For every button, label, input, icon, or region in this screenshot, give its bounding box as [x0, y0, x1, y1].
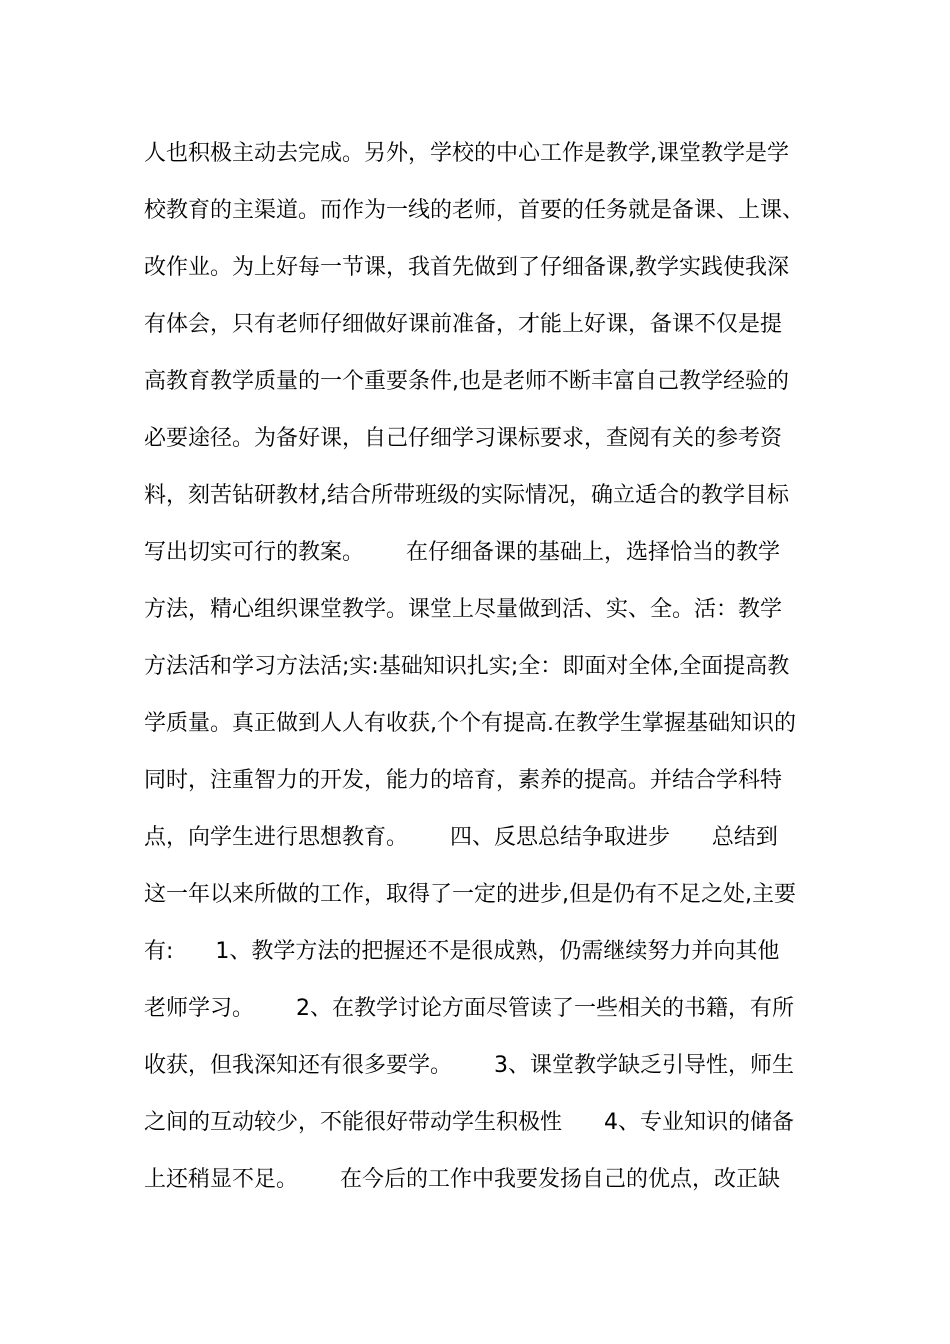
- text-line: 必要途径。为备好课，自己仔细学习课标要求，查阅有关的参考资: [144, 426, 783, 451]
- body-text: [144, 125, 814, 1208]
- text-line: 同时，注重智力的开发，能力的培育，素养的提高。并结合学科特: [144, 768, 783, 793]
- text-line: 老师学习。 2、在教学讨论方面尽管读了一些相关的书籍，有所: [144, 996, 794, 1021]
- text-line: 改作业。为上好每一节课，我首先做到了仔细备课,教学实践使我深: [144, 255, 789, 280]
- text-line: 方法，精心组织课堂教学。课堂上尽量做到活、实、全。活：教学: [144, 597, 783, 622]
- text-line: 校教育的主渠道。而作为一线的老师，首要的任务就是备课、上课、: [144, 198, 805, 223]
- text-line: 之间的互动较少，不能很好带动学生积极性 4、专业知识的储备: [144, 1110, 794, 1135]
- text-line: 点，向学生进行思想教育。 四、反思总结争取进步 总结到: [144, 825, 778, 850]
- text-line: 这一年以来所做的工作，取得了一定的进步,但是仍有不足之处,主要: [144, 882, 796, 907]
- text-line: 上还稍显不足。 在今后的工作中我要发扬自己的优点，改正缺: [144, 1167, 780, 1192]
- text-line: 写出切实可行的教案。 在仔细备课的基础上，选择恰当的教学: [144, 540, 780, 565]
- text-line: 人也积极主动去完成。另外，学校的中心工作是教学,课堂教学是学: [144, 141, 789, 166]
- text-line: 有: 1、教学方法的把握还不是很成熟，仍需继续努力并向其他: [144, 939, 780, 964]
- text-line: 方法活和学习方法活;实:基础知识扎实;全：即面对全体,全面提高教: [144, 654, 790, 679]
- text-line: 料，刻苦钻研教材,结合所带班级的实际情况，确立适合的教学目标: [144, 483, 789, 508]
- text-line: 收获，但我深知还有很多要学。 3、课堂教学缺乏引导性，师生: [144, 1053, 794, 1078]
- text-line: 有体会，只有老师仔细做好课前准备，才能上好课，备课不仅是提: [144, 312, 783, 337]
- text-line: 学质量。真正做到人人有收获,个个有提高.在教学生掌握基础知识的: [144, 711, 796, 736]
- text-line: 高教育教学质量的一个重要条件,也是老师不断丰富自己教学经验的: [144, 369, 789, 394]
